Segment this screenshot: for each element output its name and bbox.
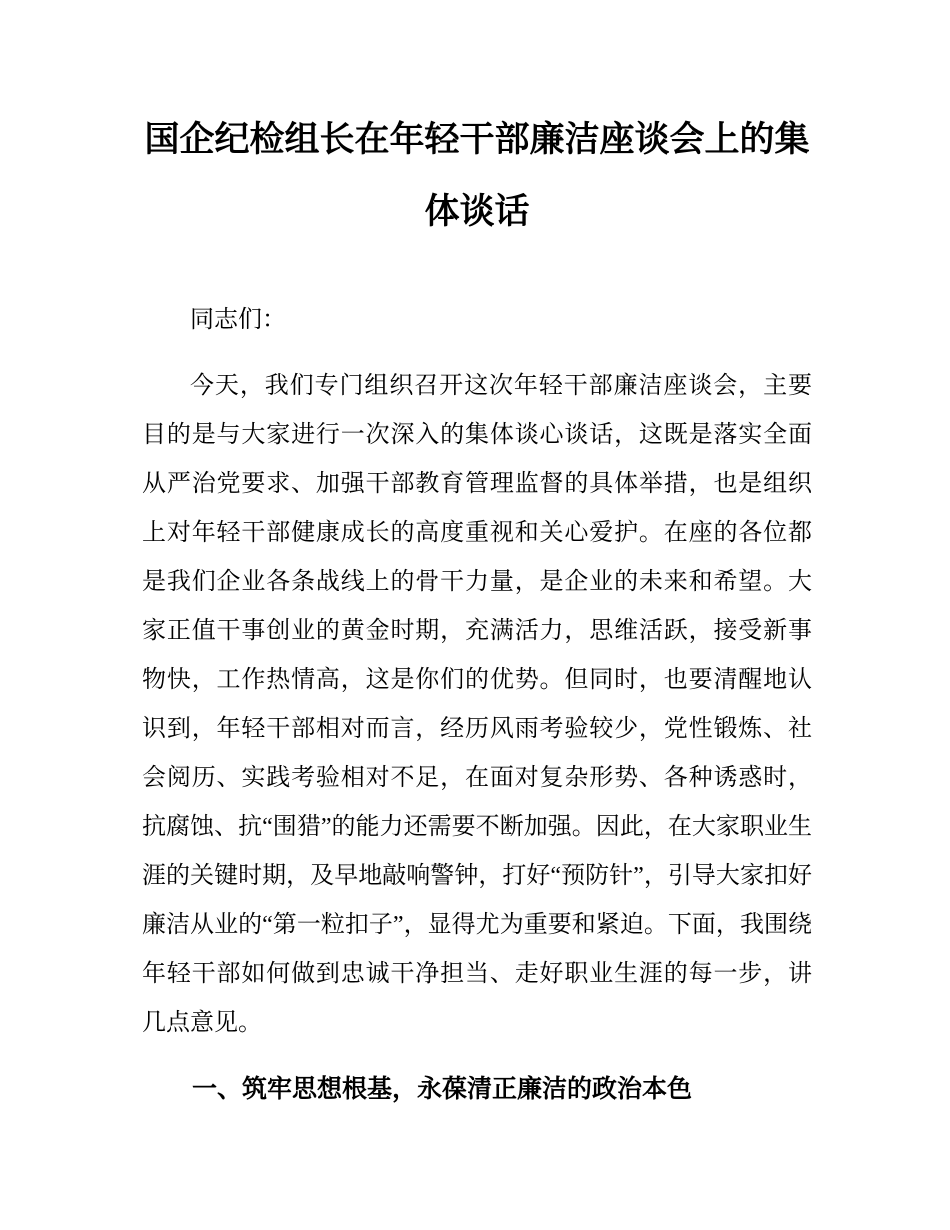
section-heading: 一、筑牢思想根基，永葆清正廉洁的政治本色 <box>192 1075 693 1103</box>
document-title: 国企纪检组长在年轻干部廉洁座谈会上的集体谈话 <box>144 120 810 231</box>
body-paragraph: 今天，我们专门组织召开这次年轻干部廉洁座谈会，主要目的是与大家进行一次深入的集体谈心谈话，这既是落实全面从严治党要求、加强干部教育管理监督的具体举措，也是组织上对年轻干部健康成长的高度重视和关心爱护。在座的各位都是我们企业各条战线上的骨干力量，是企业的未来和希望。大家正值干事创业的黄金时期，充满活力，思维活跃，接受新事物快，工作热情高，这是你们的优势。但同时，也要清醒地认识到，年轻干部相对而言，经历风雨考验较少，党性锻炼、社会阅历、实践考验相对不足，在面对复杂形势、各种诱惑时，抗腐蚀、抗“围猎”的能力还需要不断加强。因此，在大家职业生涯的关键时期，及早地敲响警钟，打好“预防针”，引导大家扣好廉洁从业的“第一粒扣子”，显得尤为重要和紧迫。下面，我围绕年轻干部如何做到忠诚干净担当、走好职业生涯的每一步，讲几点意见。 <box>142 373 812 1036</box>
salutation-line: 同志们： <box>190 307 286 333</box>
